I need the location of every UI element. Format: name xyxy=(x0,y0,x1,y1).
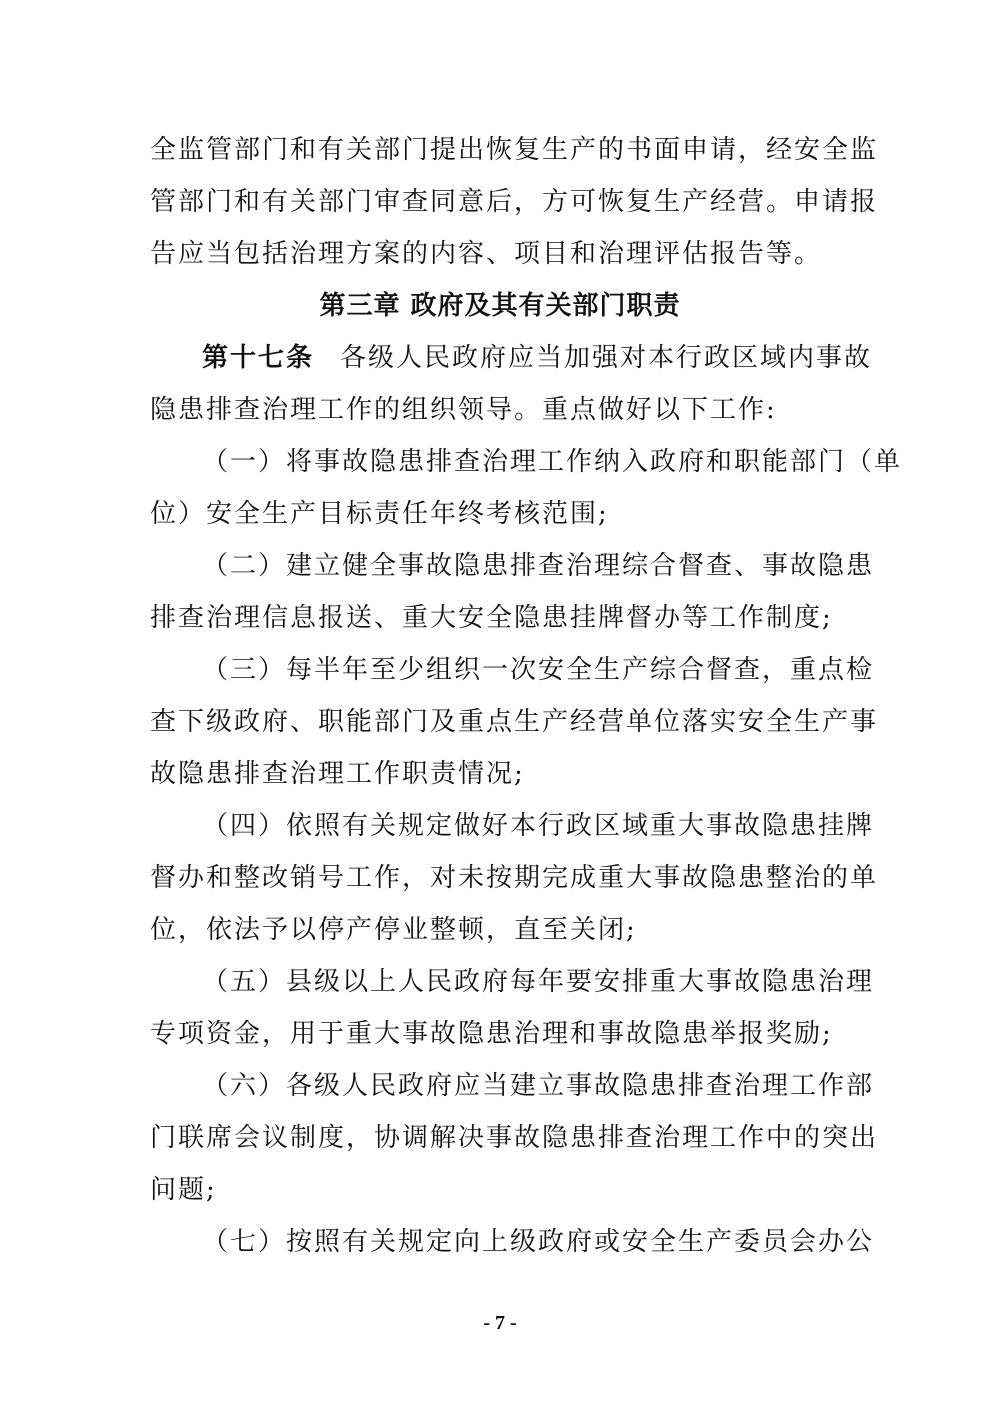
text-line: 各级人民政府应当加强对本行政区域内事故 xyxy=(340,343,873,373)
article-17-first-line xyxy=(150,332,873,384)
text-line: 故隐患排查治理工作职责情况; xyxy=(150,759,525,789)
text-line: 全监管部门和有关部门提出恢复生产的书面申请，经安全监 xyxy=(150,135,879,165)
text-line: 专项资金，用于重大事故隐患治理和事故隐患举报奖励; xyxy=(150,1019,833,1049)
text-line: 查下级政府、职能部门及重点生产经营单位落实安全生产事 xyxy=(150,707,879,737)
text-line: 问题; xyxy=(150,1175,217,1205)
list-item-3: （三）每半年至少组织一次安全生产综合督查，重点检 xyxy=(202,655,875,685)
text-line: 告应当包括治理方案的内容、项目和治理评估报告等。 xyxy=(150,239,823,269)
list-item-4: （四）依照有关规定做好本行政区域重大事故隐患挂牌 xyxy=(202,811,875,841)
text-line: 排查治理信息报送、重大安全隐患挂牌督办等工作制度; xyxy=(150,603,833,633)
list-item-5: （五）县级以上人民政府每年要安排重大事故隐患治理 xyxy=(202,967,875,997)
text-line: 督办和整改销号工作，对未按期完成重大事故隐患整治的单 xyxy=(150,863,879,893)
list-item-7: （七）按照有关规定向上级政府或安全生产委员会办公 xyxy=(202,1227,875,1257)
article-label: 第十七条 xyxy=(202,343,315,373)
list-item-2: （二）建立健全事故隐患排查治理综合督查、事故隐患 xyxy=(202,551,875,581)
text-line: 门联席会议制度，协调解决事故隐患排查治理工作中的突出 xyxy=(150,1123,879,1153)
list-item-1: （一）将事故隐患排查治理工作纳入政府和职能部门（单 xyxy=(202,447,903,477)
text-line: 隐患排查治理工作的组织领导。重点做好以下工作: xyxy=(150,395,777,425)
list-item-6: （六）各级人民政府应当建立事故隐患排查治理工作部 xyxy=(202,1071,875,1101)
text-line: 位，依法予以停产停业整顿，直至关闭; xyxy=(150,915,637,945)
body-text xyxy=(150,124,903,1268)
chapter-heading: 第三章 政府及其有关部门职责 xyxy=(319,291,681,321)
page-number: - 7 - xyxy=(483,1312,517,1334)
text-line: 位）安全生产目标责任年终考核范围; xyxy=(150,499,609,529)
text-line: 管部门和有关部门审查同意后，方可恢复生产经营。申请报 xyxy=(150,187,879,217)
